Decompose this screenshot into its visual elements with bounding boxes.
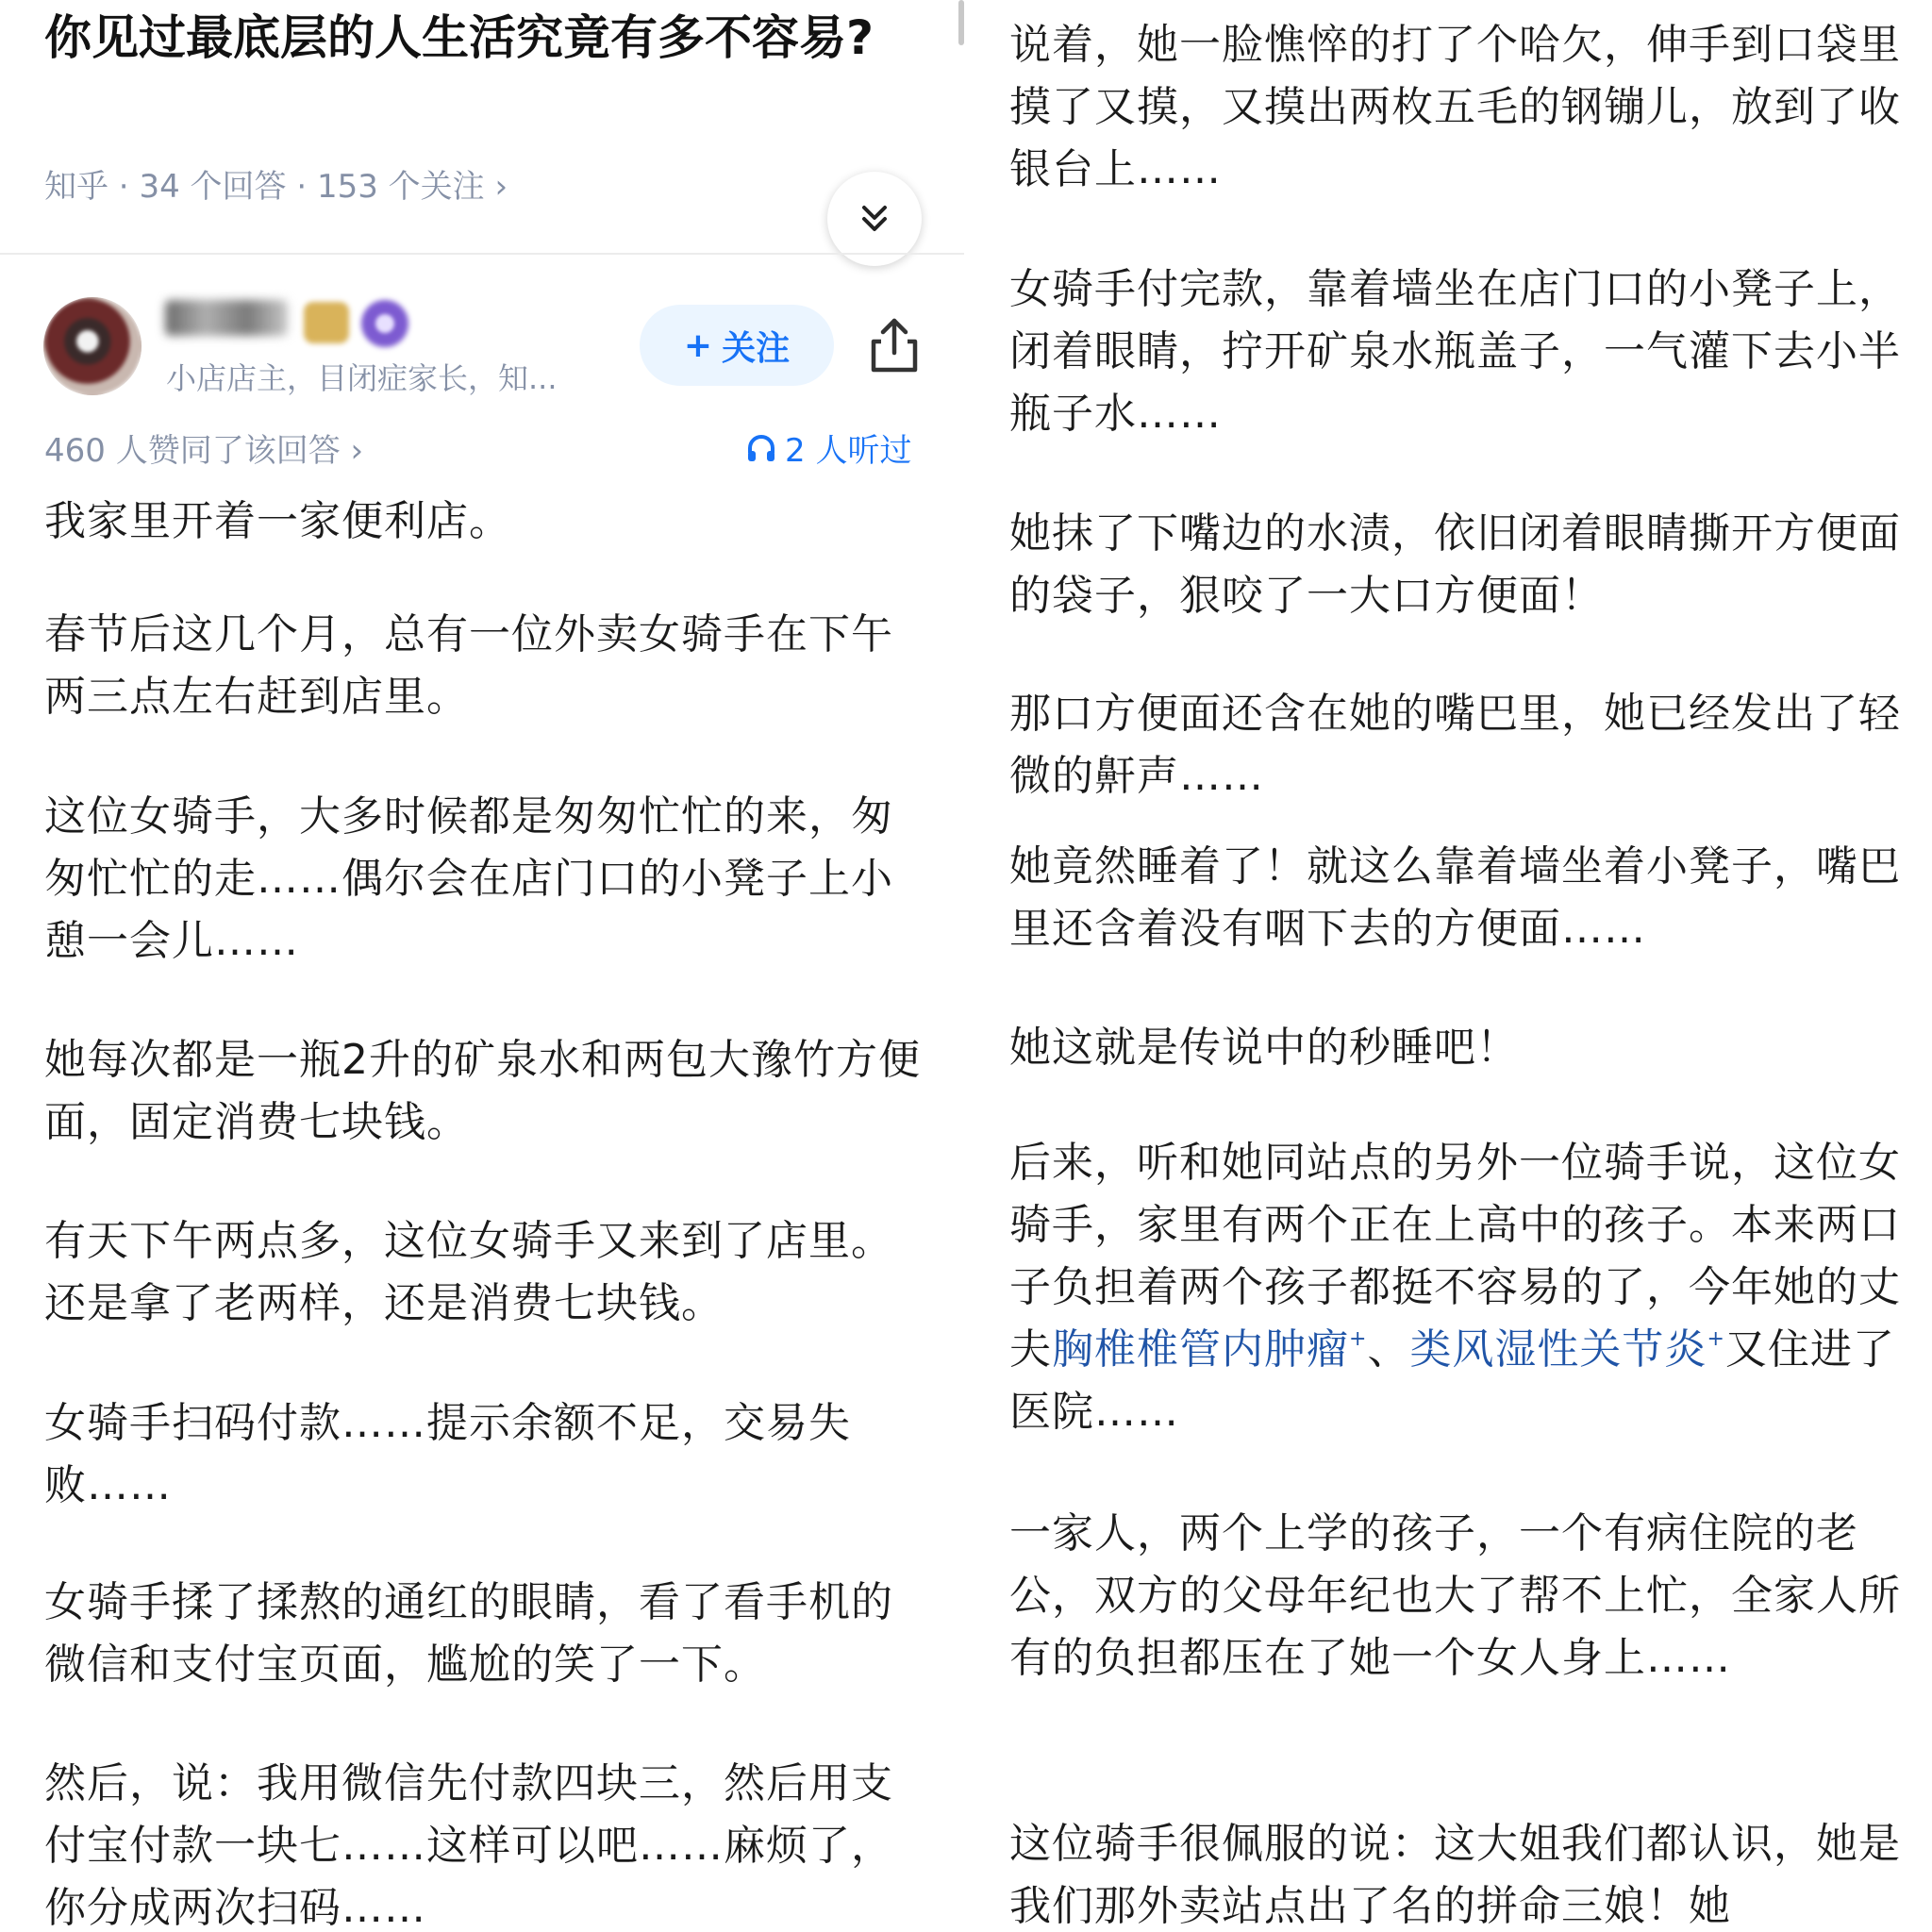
answers-count: 34 个回答 [139, 168, 287, 206]
answer-paragraph: 说着，她一脸憔悴的打了个哈欠，伸手到口袋里摸了又摸，又摸出两枚五毛的钢镚儿，放到了收银台上…… [1009, 21, 1901, 193]
answer-paragraph-with-links: 后来，听和她同站点的另外一位骑手说，这位女骑手，家里有两个正在上高中的孩子。本来两口子负担着两个孩子都挺不容易的了，今年她的丈夫胸椎椎管内肿瘤+、类风湿性关节炎+又住进了医院…… [1009, 1139, 1901, 1436]
plus-icon: + [683, 325, 713, 365]
answer-paragraph: 我家里开着一家便利店。 [44, 497, 511, 545]
source-label: 知乎 [44, 168, 108, 206]
topic-link[interactable]: 类风湿性关节炎+ [1409, 1325, 1725, 1374]
answer-paragraph: 这位女骑手，大多时候都是匆匆忙忙的来，匆匆忙忙的走……偶尔会在店门口的小凳子上小憩一会儿…… [44, 792, 893, 965]
listen-count[interactable]: 2 人听过 [745, 425, 911, 471]
question-meta[interactable]: 知乎 · 34 个回答 · 153 个关注 › [44, 168, 508, 206]
answer-paragraph: 有天下午两点多，这位女骑手又来到了店里。还是拿了老两样，还是消费七块钱。 [44, 1217, 893, 1327]
follow-label: 关注 [722, 328, 791, 368]
answer-paragraph: 女骑手揉了揉熬的通红的眼睛，看了看手机的微信和支付宝页面，尴尬的笑了一下。 [44, 1578, 893, 1689]
left-panel [0, 0, 964, 1932]
topic-link[interactable]: 胸椎椎管内肿瘤+ [1052, 1325, 1368, 1374]
answer-paragraph: 春节后这几个月，总有一位外卖女骑手在下午两三点左右赶到店里。 [44, 610, 893, 721]
answer-paragraph: 一家人，两个上学的孩子，一个有病住院的老公，双方的父母年纪也大了帮不上忙，全家人所有的负担都压在了她一个女人身上…… [1009, 1509, 1901, 1682]
answer-paragraph: 她抹了下嘴边的水渍，依旧闭着眼睛撕开方便面的袋子，狠咬了一大口方便面！ [1009, 509, 1901, 620]
headphones-icon [745, 432, 777, 464]
answer-paragraph: 女骑手扫码付款……提示余额不足，交易失败…… [44, 1399, 851, 1509]
author-intro: 小店店主，目闭症家长，知... [166, 360, 558, 396]
badge-icon [304, 302, 349, 343]
right-panel [964, 0, 1932, 1932]
answer-paragraph: 她竟然睡着了！就这么靠着墙坐着小凳子，嘴巴里还含着没有咽下去的方便面…… [1009, 842, 1901, 953]
double-chevron-down-icon [856, 200, 893, 238]
collapse-button[interactable] [827, 172, 922, 266]
followers-count: 153 个关注 [316, 168, 485, 206]
answer-paragraph: 这位骑手很佩服的说：这大姐我们都认识，她是我们那外卖站点出了名的拼命三娘！她 [1009, 1820, 1901, 1930]
answer-paragraph: 她每次都是一瓶2升的矿泉水和两包大豫竹方便面，固定消费七块钱。 [44, 1036, 921, 1146]
divider [0, 253, 964, 255]
share-icon[interactable] [860, 311, 928, 379]
avatar[interactable] [43, 297, 142, 395]
answer-paragraph: 女骑手付完款，靠着墙坐在店门口的小凳子上，闭着眼睛，拧开矿泉水瓶盖子，一气灌下去小半瓶子水…… [1009, 265, 1901, 438]
author-name-blurred[interactable] [165, 300, 288, 336]
chevron-right-icon: › [484, 168, 508, 206]
question-title[interactable]: 你见过最底层的人生活究竟有多不容易? [44, 10, 874, 65]
answer-paragraph: 她这就是传说中的秒睡吧！ [1009, 1024, 1519, 1072]
likes-count[interactable]: 460 人赞同了该回答 › [44, 432, 364, 470]
answer-paragraph: 那口方便面还含在她的嘴巴里，她已经发出了轻微的鼾声…… [1009, 690, 1901, 800]
follow-button[interactable] [640, 305, 834, 386]
answer-paragraph: 然后，说：我用微信先付款四块三，然后用支付宝付款一块七……这样可以吧……麻烦了，你分成两次扫码…… [44, 1759, 893, 1932]
badge-icon-center [375, 314, 394, 333]
